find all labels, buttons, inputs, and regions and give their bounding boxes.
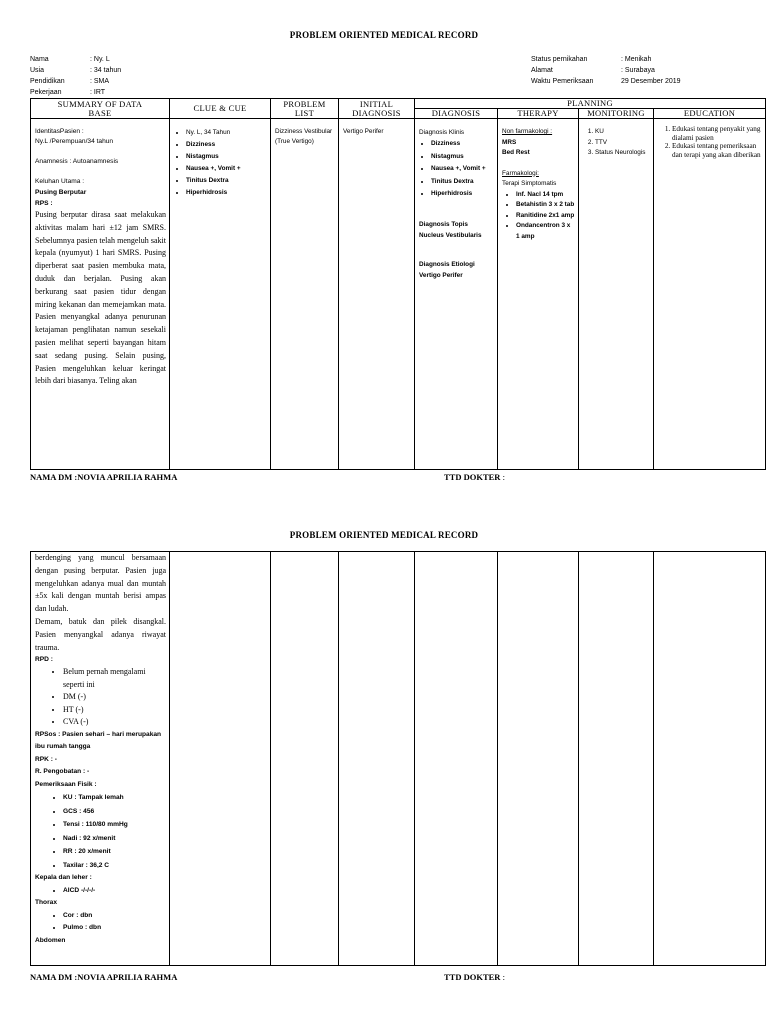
footer-doctor-signature: TTD DOKTER : xyxy=(444,472,505,482)
header-education: EDUCATION xyxy=(654,109,766,119)
problem-list-cell: Dizziness Vestibular (True Vertigo) xyxy=(271,119,339,470)
exam-time-row: Waktu Pemeriksaan 29 Desember 2019 xyxy=(531,78,681,85)
page-2 xyxy=(0,500,768,1024)
problem-empty-cell xyxy=(271,552,339,966)
footer-dm-name-page-2: NAMA DM :NOVIA APRILIA RAHMA xyxy=(30,972,178,982)
header-planning: PLANNING xyxy=(415,99,766,109)
patient-name-row: Nama : Ny. L xyxy=(30,56,110,63)
diagnosis-cell: Diagnosis Klinis • Dizziness • Nistagmus • Nausea +, Vomit + • Tinitus Dextra • Hiperhidrosis Diagnosis Topis Nucleus Vestibularis Diagnosis Etiologi Vertigo Perifer xyxy=(415,119,498,470)
pomr-table-page-2 xyxy=(30,551,766,966)
header-diagnosis: DIAGNOSIS xyxy=(415,109,498,119)
footer-doctor-signature-page-2: TTD DOKTER : xyxy=(444,972,505,982)
clue-empty-cell xyxy=(170,552,271,966)
header-problem-list: PROBLEM LIST xyxy=(271,99,339,119)
address-row: Alamat : Surabaya xyxy=(531,67,655,74)
header-clue: CLUE & CUE xyxy=(170,99,271,119)
education-empty-cell xyxy=(654,552,766,966)
summary-continued-cell: berdenging yang muncul bersamaan dengan pusing berputar. Pasien juga mengeluhkan adanya mual dan muntah ±5x kali dengan muntah berisi ampas dan ludah. Demam, batuk dan pilek disangkal. Pasien menyangkal adanya riwayat trauma. RPD : • Belum pernah mengalami seperti ini • DM (-) • HT (-) • CVA (-) RPSos : Pasien sehari – hari merupakan ibu rumah tangga RPK : - R. Pengobatan : - Pemeriksaan Fisik : • KU : Tampak lemah • GCS : 456 • Tensi : 110/80 mmHg • Nadi : 92 x/menit • RR : 20 x/menit • Taxilar : 36,2 C Kepala dan leher : • AICD -/-/-/- Thorax • Cor : dbn • Pulmo : dbn Abdomen xyxy=(31,552,170,966)
therapy-empty-cell xyxy=(498,552,579,966)
therapy-cell: Non farmakologi : MRS Bed Rest Farmakologi: Terapi Simptomatis • Inf. Nacl 14 tpm • Betahistin 3 x 2 tab • Ranitidine 2x1 amp • Ondancentron 3 x 1 amp xyxy=(498,119,579,470)
marital-status-row: Status pernikahan : Menikah xyxy=(531,56,652,63)
diagnosis-empty-cell xyxy=(415,552,498,966)
patient-education-row: Pendidikan : SMA xyxy=(30,78,110,85)
patient-info-left xyxy=(30,54,121,98)
footer-dm-name: NAMA DM :NOVIA APRILIA RAHMA xyxy=(30,472,178,482)
patient-info-right xyxy=(531,54,681,87)
clue-cell: • Ny. L, 34 Tahun • Dizziness • Nistagmus • Nausea +, Vomit + • Tinitus Dextra • Hiperhidrosis xyxy=(170,119,271,470)
education-cell: 1. Edukasi tentang penyakit yang dialami pasien 2. Edukasi tentang pemeriksaan dan terapi yang akan diberikan xyxy=(654,119,766,470)
document-title: PROBLEM ORIENTED MEDICAL RECORD xyxy=(289,30,479,40)
initial-diagnosis-cell: Vertigo Perifer xyxy=(339,119,415,470)
page-1 xyxy=(0,0,768,500)
monitoring-empty-cell xyxy=(579,552,654,966)
rps-text: Pusing berputar dirasa saat melakukan aktivitas malam hari ±12 jam SMRS. Sebelumnya pasien telah mengeluh sakit kepala (nyumyut) 1 hari SMRS. Pusing diperberat saat pasien membuka mata, duduk dan berjalan. Pusing akan berkurang saat pasien tidur dengan miring kekanan dan memejamkan mata. Pasien menyangkal adanya penurunan ketajaman penglihatan namun sesekali pasien melihat seperti bayangan hitam saat sedang pusing. Selain pusing, Pasien mengeluhkan keluar keringat lebih dari biasanya. Teling akan xyxy=(35,210,166,386)
summary-cell: IdentitasPasien : Ny.L /Perempuan/34 tahun Anamnesis : Autoanamnesis Keluhan Utama : Pusing Berputar RPS : Pusing berputar dirasa saat melakukan aktivitas malam hari ±12 jam SMRS. Sebelumnya pasien telah mengeluh sakit kepala (nyumyut) 1 hari SMRS. Pusing diperberat saat pasien membuka mata, duduk dan berjalan. Pusing akan berkurang saat pasien tidur dengan miring kekanan dan memejamkan mata. Pasien menyangkal adanya penurunan ketajaman penglihatan namun sesekali pasien melihat seperti bayangan hitam saat sedang pusing. Selain pusing, Pasien mengeluhkan keluar keringat lebih dari biasanya. Teling akan xyxy=(31,119,170,470)
header-therapy: THERAPY xyxy=(498,109,579,119)
pomr-table-page-1 xyxy=(30,98,766,470)
header-initial-diagnosis: INITIAL DIAGNOSIS xyxy=(339,99,415,119)
monitoring-cell: 1. KU 2. TTV 3. Status Neurologis xyxy=(579,119,654,470)
patient-occupation-row: Pekerjaan : IRT xyxy=(30,89,106,96)
document-title-page-2: PROBLEM ORIENTED MEDICAL RECORD xyxy=(289,530,479,540)
patient-age-row: Usia : 34 tahun xyxy=(30,67,122,74)
header-summary: SUMMARY OF DATA BASE xyxy=(31,99,170,119)
header-monitoring: MONITORING xyxy=(579,109,654,119)
initial-empty-cell xyxy=(339,552,415,966)
